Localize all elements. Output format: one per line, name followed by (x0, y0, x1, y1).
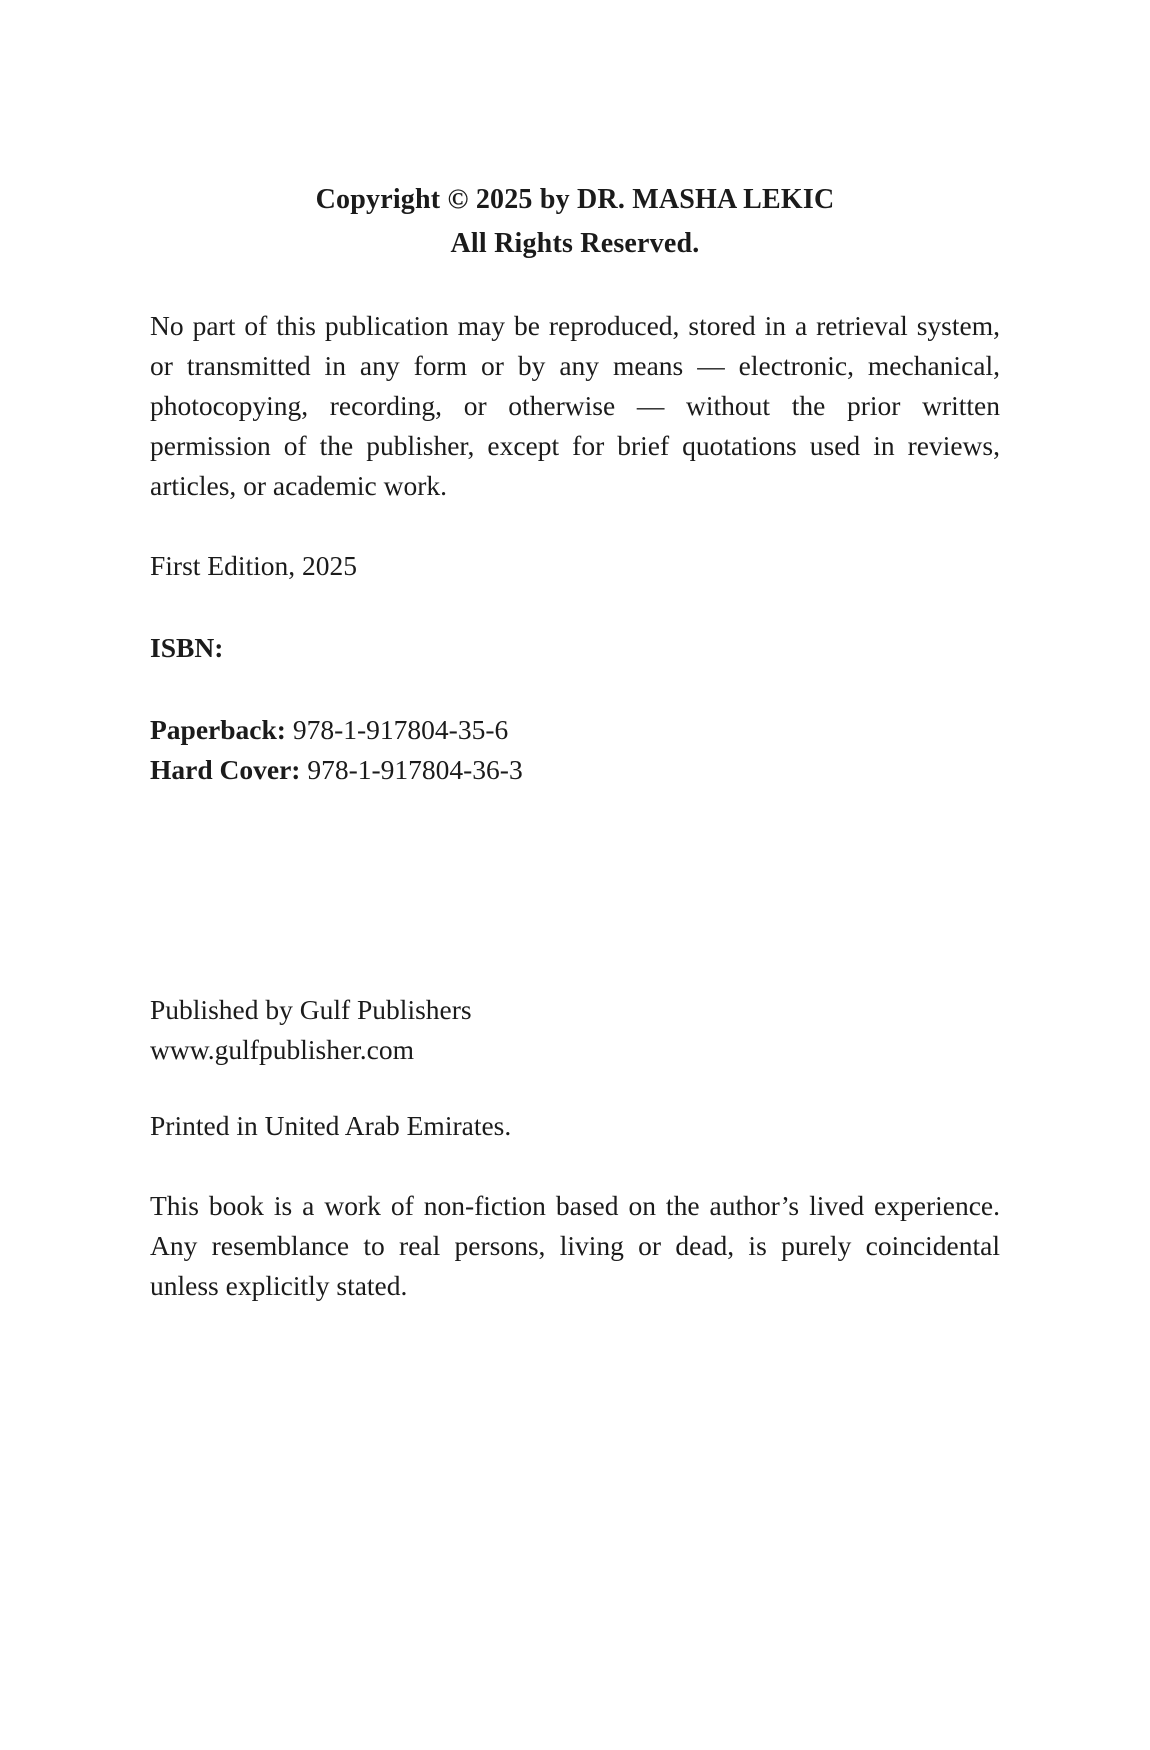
isbn-hardcover-row (150, 750, 1000, 790)
printed-in-line: Printed in United Arab Emirates. (150, 1110, 512, 1141)
publisher-block (150, 990, 1000, 1070)
copyright-header (150, 178, 1000, 266)
isbn-paperback-value: 978-1-917804-35-6 (292, 714, 509, 745)
disclaimer-paragraph: This book is a work of non-fiction based on the author’s lived experience. Any resemblance to real persons, living or dead, is purely coincidental unless explicitly stated. (150, 1190, 1000, 1301)
isbn-heading: ISBN: (150, 632, 224, 663)
copyright-statement: Copyright © 2025 by DR. MASHA LEKIC (315, 184, 835, 215)
isbn-paperback-row (150, 710, 1000, 750)
isbn-paperback-label: Paperback: (150, 714, 286, 745)
isbn-hardcover-value: 978-1-917804-36-3 (307, 754, 523, 785)
publisher-line: Published by Gulf Publishers (150, 994, 472, 1025)
reproduction-notice: No part of this publication may be reproduced, stored in a retrieval system, or transmitted in any form or by any means — electronic, mechanical, photocopying, recording, or otherwise — without the prior written permission of the publisher, except for brief quotations used in reviews, articles, or academic work. (150, 310, 1000, 501)
edition-line: First Edition, 2025 (150, 550, 358, 581)
isbn-hardcover-label: Hard Cover: (150, 754, 301, 785)
publisher-website: www.gulfpublisher.com (150, 1034, 415, 1065)
rights-statement: All Rights Reserved. (450, 228, 700, 259)
isbn-list (150, 710, 1000, 790)
